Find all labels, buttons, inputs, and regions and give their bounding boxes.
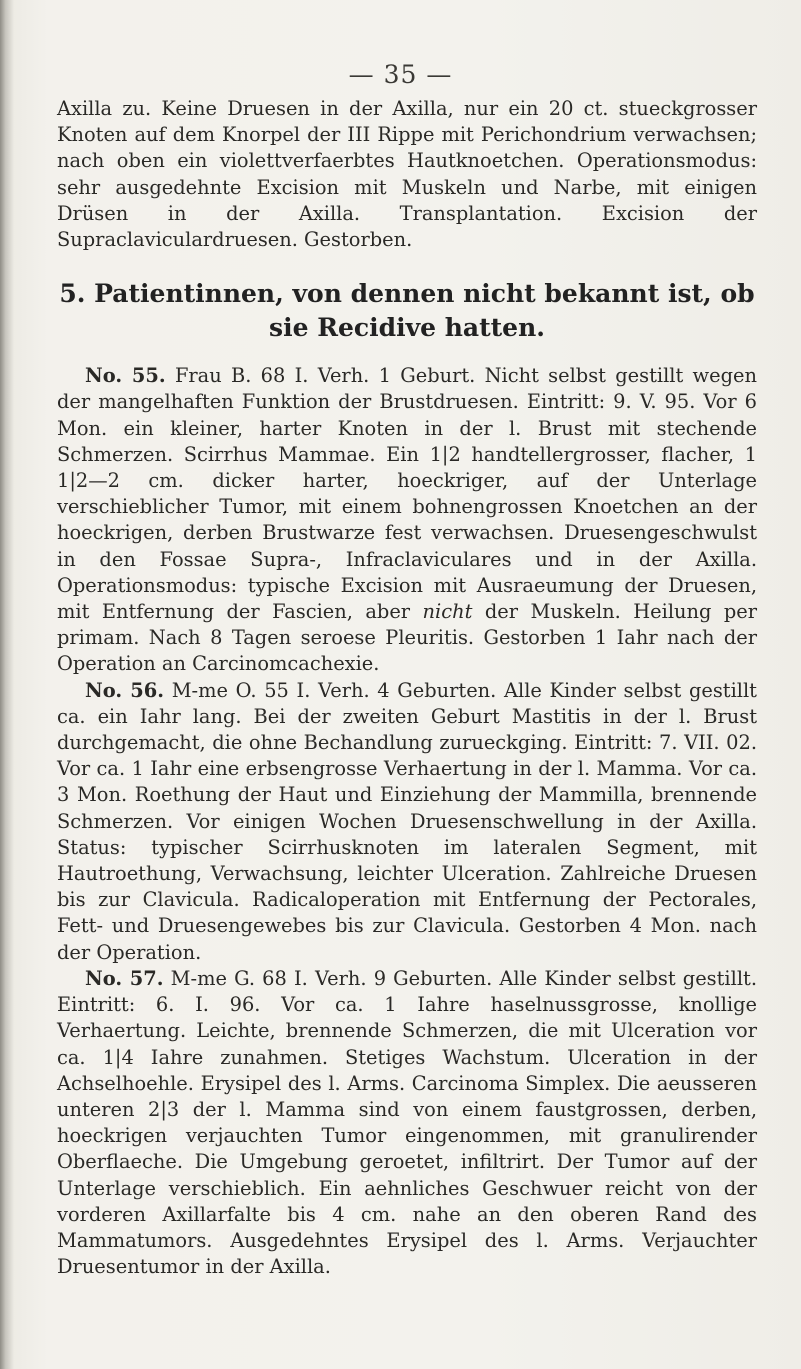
case-57-text: M-me G. 68 I. Verh. 9 Geburten. Alle Kinder selbst gestillt. Eintritt: 6. I. 96. Vor ca. 1 Iahre haselnussgrosse, knollige Verhaertung. Leichte, brennende Schmerzen, die mit Ulceration vor ca. 1|4 Iahre zunahmen. Stetiges Wachstum. Ulceration in der Achselhoehle. Erysipel des l. Arms. Carcinoma Simplex. Die aeusseren unteren 2|3 der l. Mamma sind von einem faustgrossen, derben, hoeckrigen verjauchten Tumor eingenommen, mit granulirender Oberflaeche. Die Umgebung geroetet, infiltrirt. Der Tumor auf der Unterlage verschieblich. Ein aehnliches Geschwuer reicht von der vorderen Axillarfalte bis 4 cm. nahe an den oberen Rand des Mammatumors. Ausgedehntes Erysipel des l. Arms. Verjauchter Druesentumor in der Axilla. [57, 966, 757, 1279]
case-55-emphasis: nicht [422, 600, 473, 624]
page-number: — 35 — [348, 60, 453, 89]
case-55-text-b: der Muskeln. Heilung per primam. Nach 8 Tagen seroese Pleuritis. Gestorben 1 Iahr nach der Operation an Carcinomcachexie. [57, 600, 758, 676]
case-55-paragraph [57, 363, 757, 677]
case-55-text-a: Frau B. 68 I. Verh. 1 Geburt. Nicht selbst gestillt wegen der mangelhaften Funktion der Brustdruesen. Eintritt: 9. V. 95. Vor 6 Mon. ein kleiner, harter Knoten in der l. Brust mit stechende Schmerzen. Scirrhus Mammae. Ein 1|2 handtellergrosser, flacher, 1 1|2—2 cm. dicker harter, hoeckriger, auf der Unterlage verschieblicher Tumor, mit einem bohnengrossen Knoetchen an der hoeckrigen, derben Brustwarze fest verwachsen. Druesengeschwulst in den Fossae Supra-, Infraclaviculares und in der Axilla. Operationsmodus: typische Excision mit Ausraeumung der Druesen, mit Entfernung der Fascien, aber [57, 364, 757, 624]
binding-shadow [0, 0, 14, 1369]
case-56-text: M-me O. 55 I. Verh. 4 Geburten. Alle Kinder selbst gestillt ca. ein Iahr lang. Bei der zweiten Geburt Mastitis in der l. Brust durchgemacht, die ohne Bechandlung zurueckging. Eintritt: 7. VII. 02. Vor ca. 1 Iahr eine erbsengrosse Verhaertung in der l. Mamma. Vor ca. 3 Mon. Roethung der Haut und Einziehung der Mammilla, brennende Schmerzen. Vor einigen Wochen Druesenschwellung in der Axilla. Status: typischer Scirrhusknoten im lateralen Segment, mit Hautroethung, Verwachsung, leichter Ulceration. Zahlreiche Druesen bis zur Clavicula. Radicaloperation mit Entfernung der Pectorales, Fett- und Druesengewebes bis zur Clavicula. Gestorben 4 Mon. nach der Operation. [57, 678, 757, 964]
case-56-paragraph [57, 678, 757, 966]
case-56-label: No. 56. [85, 678, 165, 702]
case-57-paragraph [57, 966, 757, 1280]
page-body [57, 96, 757, 1280]
case-57-label: No. 57. [85, 966, 164, 990]
case-55-label: No. 55. [85, 364, 166, 388]
section-heading: 5. Patientinnen, von dennen nicht bekannt ist, ob sie Recidive hatten. [59, 279, 755, 343]
intro-paragraph: Axilla zu. Keine Druesen in der Axilla, nur ein 20 ct. stueckgrosser Knoten auf dem Knorpel der III Rippe mit Perichondrium verwachsen; nach oben ein violettverfaerbtes Hautknoetchen. Operationsmodus: sehr ausgedehnte Excision mit Muskeln und Narbe, mit einigen Drüsen in der Axilla. Transplantation. Excision der Supraclaviculardruesen. Gestorben. [57, 97, 757, 252]
